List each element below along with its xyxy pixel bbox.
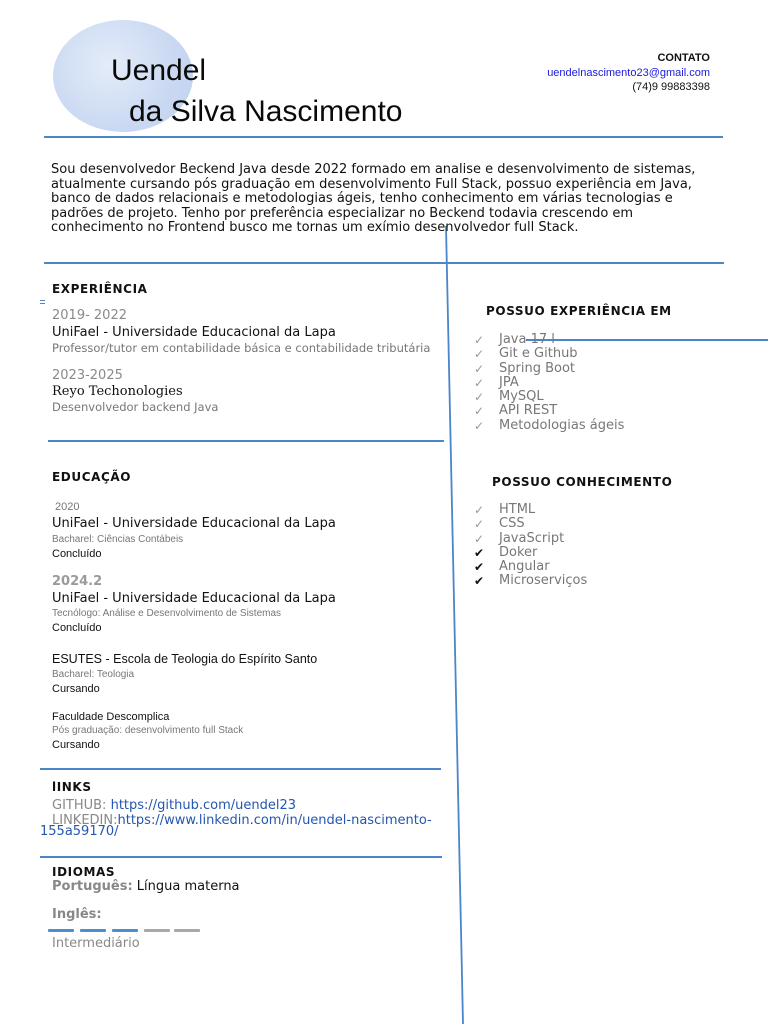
github-link[interactable]: https://github.com/uendel23 [110,798,297,813]
skill-item: ✔ Microserviços [474,573,588,589]
education-status: Concluído [52,548,102,560]
experience-skills-title: POSSUO EXPERIÊNCIA EM [486,304,672,318]
skill-item: ✓ Metodologias ágeis [474,417,625,433]
language-level: Intermediário [52,936,140,951]
skill-item: ✓ HTML [474,502,536,517]
education-status: Concluído [52,622,102,634]
education-title: EDUCAÇÃO [52,470,132,484]
education-year: 2020 [55,501,80,513]
skill-item: ✓ JPA [474,374,519,390]
experience-org: Reyo Techonologies [52,384,183,399]
education-org: UniFael - Universidade Educacional da Lapa [52,516,336,531]
check-icon: ✓ [474,531,485,546]
education-course: Pós graduação: desenvolvimento full Stack [52,725,244,736]
links-title: lINKS [52,780,92,794]
education-course: Bacharel: Teologia [52,669,135,680]
experience-years: 2023-2025 [52,368,123,383]
check-icon: ✔ [474,574,485,589]
education-org: UniFael - Universidade Educacional da Lapa [52,591,336,606]
contact-title: CONTATO [657,52,710,64]
skill-item: ✓ JavaScript [474,530,565,546]
language-label: Inglês: [52,907,102,922]
language-level-bar-segment [144,929,170,932]
name-first: Uendel [111,54,207,87]
check-icon: ✓ [474,503,485,517]
skill-item: ✔ Doker [474,544,538,560]
skill-item: ✓ CSS [474,516,525,532]
education-year: 2024.2 [52,574,103,589]
linkedin-link-continued[interactable]: 155a59170/ [40,824,119,839]
education-course: Tecnólogo: Análise e Desenvolvimento de Sistemas [52,608,282,619]
experience-role: Desenvolvedor backend Java [52,400,219,414]
languages-title: IDIOMAS [52,865,116,879]
contact-email-link[interactable]: uendelnascimento23@gmail.com [547,67,710,79]
skill-item: ✓ MySQL [474,389,544,405]
linkedin-label: LINKEDIN: [52,813,118,828]
check-icon: ✓ [474,375,485,390]
education-status: Cursando [52,683,100,695]
education-course: Bacharel: Ciências Contábeis [52,534,184,545]
experience-title: EXPERIÊNCIA [52,282,148,296]
language-level-bar-segment [112,929,138,932]
linkedin-link[interactable]: https://www.linkedin.com/in/uendel-nascimento- [117,813,432,828]
check-icon: ✓ [474,418,485,433]
language-level: Língua materna [132,879,240,894]
skill-item: ✓ API REST [474,403,558,419]
education-org: ESUTES - Escola de Teologia do Espírito Santo [52,652,318,666]
experience-marker [40,300,45,301]
check-icon: ✓ [474,390,485,405]
language-level-bar-segment [80,929,106,932]
language-portuguese [52,879,240,894]
check-icon: ✓ [474,517,485,532]
check-icon: ✔ [474,560,485,575]
profile-summary: Sou desenvolvedor Beckend Java desde 2022 formado em analise e desenvolvimento de sistemas, atualmente cursando pós graduação em desenvolvimento Full Stack, possuo experiência em Java, banco de dados relacionais e metodologias ágeis, tenho conhecimento em várias tecnologias e padrões de projeto. Tenho por preferência especializar no Beckend todavia crescendo em conhecimento no Frontend busco me tornas um exímio desenvolvedor full Stack. [51,162,696,236]
experience-role: Professor/tutor em contabilidade básica e contabilidade tributária [52,341,431,355]
knowledge-skills-title: POSSUO CONHECIMENTO [492,475,673,489]
knowledge-skills-list [474,503,587,589]
check-icon: ✓ [474,347,485,362]
skill-item: ✓ Spring Boot [474,360,576,376]
language-label: Português: [52,879,133,894]
skill-item: ✔ Angular [474,559,550,575]
experience-skills-list [474,333,624,433]
education-org: Faculdade Descomplica [52,711,170,723]
language-level-bar-segment [48,929,74,932]
language-level-bar-segment [174,929,200,932]
skill-item: ✓ Java 17 l [474,332,555,347]
check-icon: ✓ [474,361,485,376]
name-last: da Silva Nascimento [129,95,403,128]
education-status: Cursando [52,739,100,751]
experience-years: 2019- 2022 [52,308,127,323]
experience-org: UniFael - Universidade Educacional da Lapa [52,325,336,340]
github-label: GITHUB: [52,798,111,813]
check-icon: ✓ [474,333,485,347]
contact-phone: (74)9 99883398 [632,81,710,93]
check-icon: ✓ [474,404,485,419]
skill-item: ✓ Git e Github [474,346,578,362]
experience-marker [40,303,45,304]
check-icon: ✔ [474,545,485,560]
